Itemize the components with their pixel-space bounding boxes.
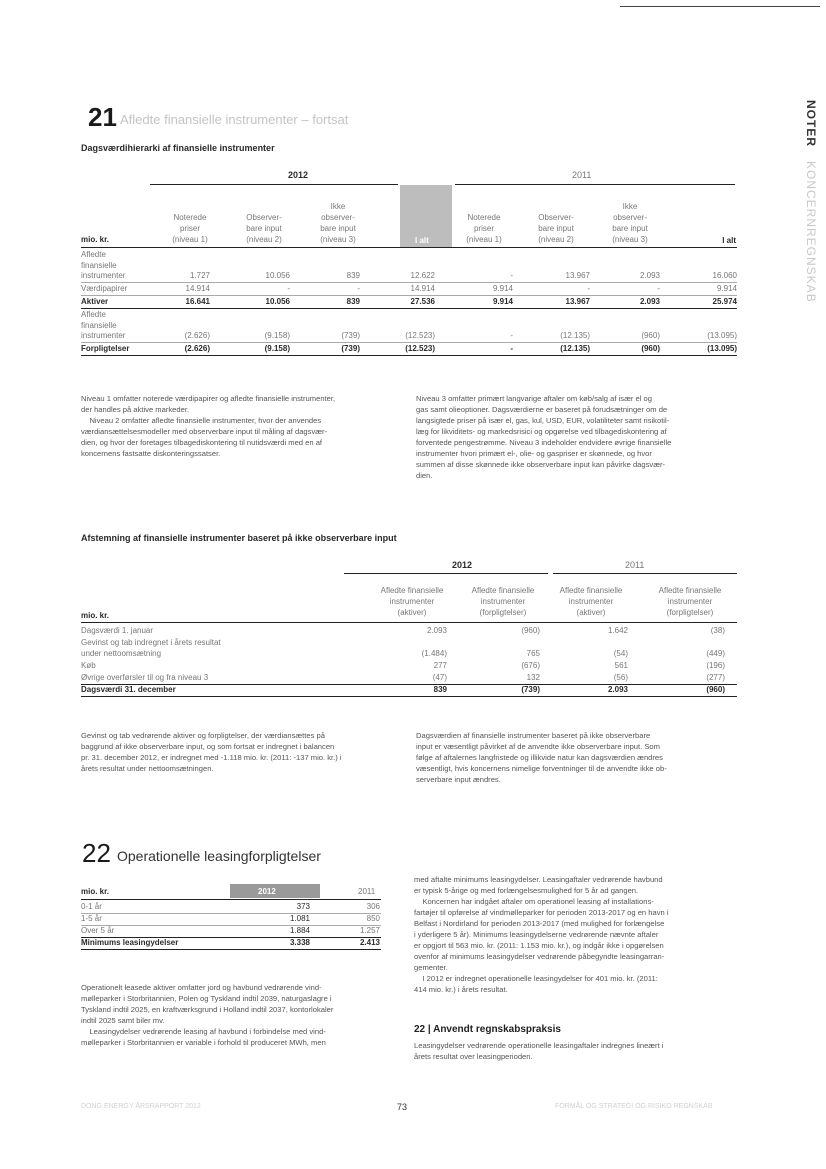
t1-cell: (12.135) — [560, 344, 590, 353]
t1-cell: 2.093 — [639, 271, 660, 280]
t2-cell: (449) — [706, 648, 725, 658]
para-line: pr. 31. december 2012, er indregnet med -1.118 mio. kr. (2011: -137 mio. kr.) i — [81, 753, 342, 762]
para-line: dien, og hvor der foretages tilbagediskontering til nutidsværdi med en af — [81, 438, 323, 447]
lease-2012: 3.338 — [289, 938, 310, 947]
para-line: langsigtede priser på især el, gas, kul, USD, EUR, volatiliteter samt risikotil- — [416, 416, 670, 425]
t2-cell: 1.642 — [607, 626, 628, 635]
para-line: Leasingydelser vedrørende leasing af havbund i forbindelse med vind- — [81, 1027, 326, 1036]
t1-cell: 12.622 — [410, 271, 435, 280]
t1-cell: (13.095) — [707, 331, 737, 340]
lease-row-label: Minimums leasingydelser — [81, 938, 179, 947]
footer-right: FORMÅL OG STRATEGI OG RISIKO REGNSKAB — [555, 1103, 713, 1110]
t1-unit: mio. kr. — [81, 235, 110, 244]
t1-cell: - — [510, 271, 513, 280]
t2-cell: 839 — [433, 684, 447, 694]
t2-row-label: Dagsværdi 31. december — [81, 684, 176, 694]
t1-col-header: observer- — [321, 213, 355, 222]
para-line: Tyskland indtil 2025, en kraftværksgrund i Holland indtil 2037, kontorlokaler — [81, 1005, 334, 1014]
para-line: i yderligere 5 år). Minimums leasingydelserne vedrørende nævnte aftaler — [414, 930, 659, 939]
para-line: er typisk 5-årige og med forlængelsesmulighed for 5 år ad gangen. — [414, 886, 639, 895]
t1-cell: (2.626) — [184, 331, 210, 340]
t1-cell: 9.914 — [492, 284, 513, 293]
t1-col-header: Ikke — [622, 202, 638, 211]
t2-col-header: instrumenter — [568, 597, 614, 606]
t1-cell: 2.093 — [639, 297, 660, 306]
t1-cell: 25.974 — [712, 297, 737, 306]
accounting-policy-para — [414, 1040, 744, 1062]
t1-cell: 16.641 — [185, 297, 210, 306]
para-line: følge af aftalernes langfristede og illikvide natur kan dagsværdien ændres — [416, 753, 663, 762]
t2-cell: (676) — [521, 660, 540, 670]
t1-row-label: Forpligtelser — [81, 344, 130, 353]
para-line: koncernens fastsatte diskonteringssatser. — [81, 449, 221, 458]
t2-year-2011: 2011 — [625, 560, 645, 570]
para-line: Koncernen har indgået aftaler om operationel leasing af installations- — [414, 897, 654, 906]
t2-cell: 2.093 — [426, 626, 447, 635]
t1-cell: 16.060 — [712, 271, 737, 280]
t2-cell: 2.093 — [607, 684, 628, 694]
t2-cell: (960) — [706, 684, 725, 694]
para-line: der handles på aktive markeder. — [81, 405, 190, 414]
t1-ialt-2011: I alt — [722, 236, 736, 245]
t2-cell: (277) — [706, 672, 725, 682]
lease-row-label: 1-5 år — [81, 914, 102, 923]
t2-col-header: Afledte finansielle — [658, 586, 722, 595]
t1-cell: (960) — [641, 344, 660, 353]
para-line: summen af disse skønnede ikke observerbare input kan påvirke dagsvær- — [416, 460, 666, 469]
t1-cell: 27.536 — [410, 297, 435, 306]
lease-row-label: Over 5 år — [81, 926, 115, 935]
t1-col-header: Noterede — [467, 213, 501, 222]
t1-cell: (12.523) — [405, 331, 435, 340]
t1-cell: 1.727 — [189, 271, 210, 280]
t1-col-header: bare input — [320, 224, 356, 233]
t1-col-header: priser — [179, 224, 200, 233]
note21-para1-right — [416, 393, 746, 481]
t1-cell: - — [510, 344, 513, 353]
para-line: læg for likviditets- og markedsrisici og opgørelse ved tilbagediskontering af — [416, 427, 667, 436]
t2-row-label: Dagsværdi 1. januar — [81, 626, 154, 635]
t1-col-header: observer- — [613, 213, 647, 222]
t1-cell: 13.967 — [565, 271, 590, 280]
t1-cell: 10.056 — [265, 271, 290, 280]
t2-cell: (739) — [521, 684, 540, 694]
t1-year-2011: 2011 — [572, 170, 592, 180]
lease-year-2011: 2011 — [358, 887, 376, 896]
t1-cell: 9.914 — [716, 284, 737, 293]
t2-col-header: instrumenter — [667, 597, 713, 606]
t1-cell: - — [357, 284, 360, 293]
t1-col-header: (niveau 2) — [538, 235, 574, 244]
para-line: serverbare input ændres. — [416, 775, 501, 784]
para-line: I 2012 er indregnet operationelle leasingydelser for 401 mio. kr. (2011: — [414, 974, 658, 983]
para-line: Gevinst og tab vedrørende aktiver og forpligtelser, der værdiansættes på — [81, 731, 325, 740]
t1-cell: 13.967 — [565, 297, 590, 306]
t2-cell: 561 — [614, 660, 628, 670]
note22-para-left — [81, 982, 411, 1048]
para-line: 414 mio. kr.) i årets resultat. — [414, 985, 508, 994]
t2-col-header: (forpligtelser) — [666, 608, 714, 617]
page-number: 73 — [397, 1102, 408, 1112]
t1-col-header: bare input — [246, 224, 282, 233]
note21-para1-left — [81, 393, 401, 459]
t1-cell: (9.158) — [264, 344, 290, 353]
lease-2012: 1.884 — [289, 926, 310, 935]
t1-cell: - — [287, 284, 290, 293]
t2-col-header: Afledte finansielle — [380, 586, 444, 595]
t1-col-header: (niveau 2) — [246, 235, 282, 244]
t2-cell: 765 — [526, 648, 540, 658]
t2-row-label: Køb — [81, 660, 96, 670]
para-line: Niveau 1 omfatter noterede værdipapirer og afledte finansielle instrumenter, — [81, 394, 336, 403]
t2-row-label: Øvrige overførsler til og fra niveau 3 — [81, 672, 209, 682]
note21-subtitle: Afledte finansielle instrumenter – fortsat — [120, 112, 349, 127]
sidebar-sub: KONCERNREGNSKAB — [804, 161, 818, 304]
t2-col-header: (aktiver) — [397, 608, 427, 617]
t2-year-2012: 2012 — [452, 560, 473, 570]
para-line: årets resultat under nettoomsætningen. — [81, 764, 214, 773]
note22-para-right — [414, 874, 744, 995]
para-line: fartøjer til opførelse af vindmølleparker for perioden 2013-2017 og en havn i — [414, 908, 669, 917]
t1-col-header: bare input — [538, 224, 574, 233]
t2-row-label: under nettoomsætning — [81, 648, 162, 658]
t1-cell: 14.914 — [410, 284, 435, 293]
t2-cell: (960) — [521, 626, 540, 635]
lease-2011: 2.413 — [359, 938, 380, 947]
para-line: ovenfor af minimums leasingydelser vedrørende påbegyndte leasingarran- — [414, 952, 665, 961]
t1-cell: 9.914 — [492, 297, 513, 306]
para-line: med aftalte minimums leasingydelser. Leasingaftaler vedrørende havbund — [414, 875, 663, 884]
t1-row-label: Afledte — [81, 250, 106, 259]
t2-cell: (38) — [710, 626, 725, 635]
para-line: dien. — [416, 471, 433, 480]
para-line: instrumenter hvori primært el-, olie- og gaspriser er skønnede, og hvor — [416, 449, 652, 458]
para-line: årets resultat over leasingperioden. — [414, 1052, 533, 1061]
lease-unit: mio. kr. — [81, 887, 110, 896]
para-line: mølleparker i Storbritannien er variable i forhold til produceret MWh, men — [81, 1038, 326, 1047]
lease-year-2012: 2012 — [258, 887, 276, 896]
t1-cell: - — [587, 284, 590, 293]
t1-cell: (960) — [641, 331, 660, 340]
t1-cell: 10.056 — [265, 297, 290, 306]
t1-col-header: (niveau 1) — [466, 235, 502, 244]
t1-row-label: instrumenter — [81, 331, 126, 340]
t2-col-header: Afledte finansielle — [559, 586, 623, 595]
t2-cell: 277 — [433, 660, 447, 670]
t1-cell: (2.626) — [184, 344, 210, 353]
t1-col-header: priser — [473, 224, 494, 233]
para-line: er opgjort til 563 mio. kr. (2011: 1.153 mio. kr.), og indgår ikke i opgørelsen — [414, 941, 664, 950]
t2-col-header: Afledte finansielle — [471, 586, 535, 595]
para-line: gas samt olieoptioner. Dagsværdierne er baseret på forudsætninger om de — [416, 405, 668, 414]
para-line: mølleparker i Storbritannien, Polen og Tyskland indtil 2039, naturgaslagre i — [81, 994, 332, 1003]
t1-col-header: Noterede — [173, 213, 207, 222]
t1-cell: 14.914 — [185, 284, 210, 293]
t2-col-header: (forpligtelser) — [479, 608, 527, 617]
t1-cell: 839 — [346, 297, 360, 306]
para-line: baggrund af ikke observerbare input, og som fortsat er indregnet i balancen — [81, 742, 335, 751]
t1-col-header: Observer- — [246, 213, 282, 222]
lease-2011: 1.257 — [359, 926, 380, 935]
t2-col-header: instrumenter — [480, 597, 526, 606]
t2-cell: (47) — [432, 672, 447, 682]
note21-para2-right — [416, 730, 746, 785]
para-line: indtil 2025 samt biler mv. — [81, 1016, 165, 1025]
note22-number: 22 — [82, 838, 111, 868]
t1-year-2012: 2012 — [288, 170, 309, 180]
para-line: Operationelt leasede aktiver omfatter jord og havbund vedrørende vind- — [81, 983, 322, 992]
t2-cell: (1.484) — [421, 648, 447, 658]
t1-cell: (739) — [341, 344, 360, 353]
t1-ialt-2012: I alt — [415, 236, 429, 245]
t1-cell: - — [510, 331, 513, 340]
lease-2011: 306 — [366, 902, 380, 911]
t2-col-header: (aktiver) — [576, 608, 606, 617]
sidebar-label: NOTER — [804, 100, 818, 147]
note22-title: Operationelle leasingforpligtelser — [117, 848, 321, 864]
t1-col-header: (niveau 3) — [612, 235, 648, 244]
note21-number: 21 — [88, 102, 117, 132]
t2-col-header: instrumenter — [389, 597, 435, 606]
footer-left: DONG ENERGY ÅRSRAPPORT 2012 — [81, 1103, 201, 1110]
t1-row-label: finansielle — [81, 260, 117, 270]
para-line: Leasingydelser vedrørende operationelle leasingaftaler indregnes lineært i — [414, 1041, 664, 1050]
t1-col-header: Ikke — [330, 202, 346, 211]
t1-cell: (12.523) — [405, 344, 435, 353]
table1-title: Dagsværdihierarki af finansielle instrumenter — [81, 143, 275, 153]
t1-cell: (9.158) — [264, 331, 290, 340]
t2-unit: mio. kr. — [81, 611, 110, 620]
t1-row-label: finansielle — [81, 320, 117, 330]
para-line: Dagsværdien af finansielle instrumenter baseret på ikke observerbare — [416, 731, 651, 740]
para-line: Niveau 3 omfatter primært langvarige aftaler om køb/salg af især el og — [416, 394, 652, 403]
para-line: gementer. — [414, 963, 448, 972]
t2-cell: 132 — [526, 672, 540, 682]
t1-row-label: Aktiver — [81, 297, 109, 306]
lease-2012: 1.081 — [289, 914, 310, 923]
table2-title: Afstemning af finansielle instrumenter baseret på ikke observerbare input — [81, 533, 397, 543]
t1-row-label: Værdipapirer — [81, 284, 128, 293]
t1-row-label: instrumenter — [81, 271, 126, 280]
t1-cell: (13.095) — [707, 344, 737, 353]
t1-col-header: (niveau 1) — [172, 235, 208, 244]
t1-cell: (739) — [341, 331, 360, 340]
para-line: værdiansættelsesmodeller med observerbare input til måling af dagsvær- — [81, 427, 328, 436]
para-line: Belfast i Nordirland for perioden 2013-2017 (med mulighed for forlængelse — [414, 919, 665, 928]
t1-col-header: (niveau 3) — [320, 235, 356, 244]
t2-cell: (56) — [613, 672, 628, 682]
sidebar-vertical-label — [804, 100, 818, 303]
para-line: Niveau 2 omfatter afledte finansielle instrumenter, hvor der anvendes — [81, 416, 322, 425]
para-line: forventede pengestrømme. Niveau 3 indeholder endvidere øvrige finansielle — [416, 438, 672, 447]
t1-col-header: Observer- — [538, 213, 574, 222]
accounting-policy-heading: 22 | Anvendt regnskabspraksis — [414, 1024, 561, 1035]
para-line: væsentligt, hvis koncernens nimelige forventninger til de anvendte ikke ob- — [416, 764, 667, 773]
t2-cell: (196) — [706, 660, 725, 670]
lease-2012: 373 — [296, 902, 310, 911]
para-line: input er væsentligt påvirket af de anvendte ikke observerbare input. Som — [416, 742, 660, 751]
t1-cell: - — [657, 284, 660, 293]
t1-col-header: bare input — [612, 224, 648, 233]
t1-cell: (12.135) — [560, 331, 590, 340]
note21-para2-left — [81, 730, 411, 774]
t2-row-label: Gevinst og tab indregnet i årets resultat — [81, 638, 221, 647]
t2-cell: (54) — [613, 648, 628, 658]
t1-cell: 839 — [346, 271, 360, 280]
t1-row-label: Afledte — [81, 310, 106, 319]
lease-row-label: 0-1 år — [81, 902, 102, 911]
lease-2011: 850 — [366, 914, 380, 923]
